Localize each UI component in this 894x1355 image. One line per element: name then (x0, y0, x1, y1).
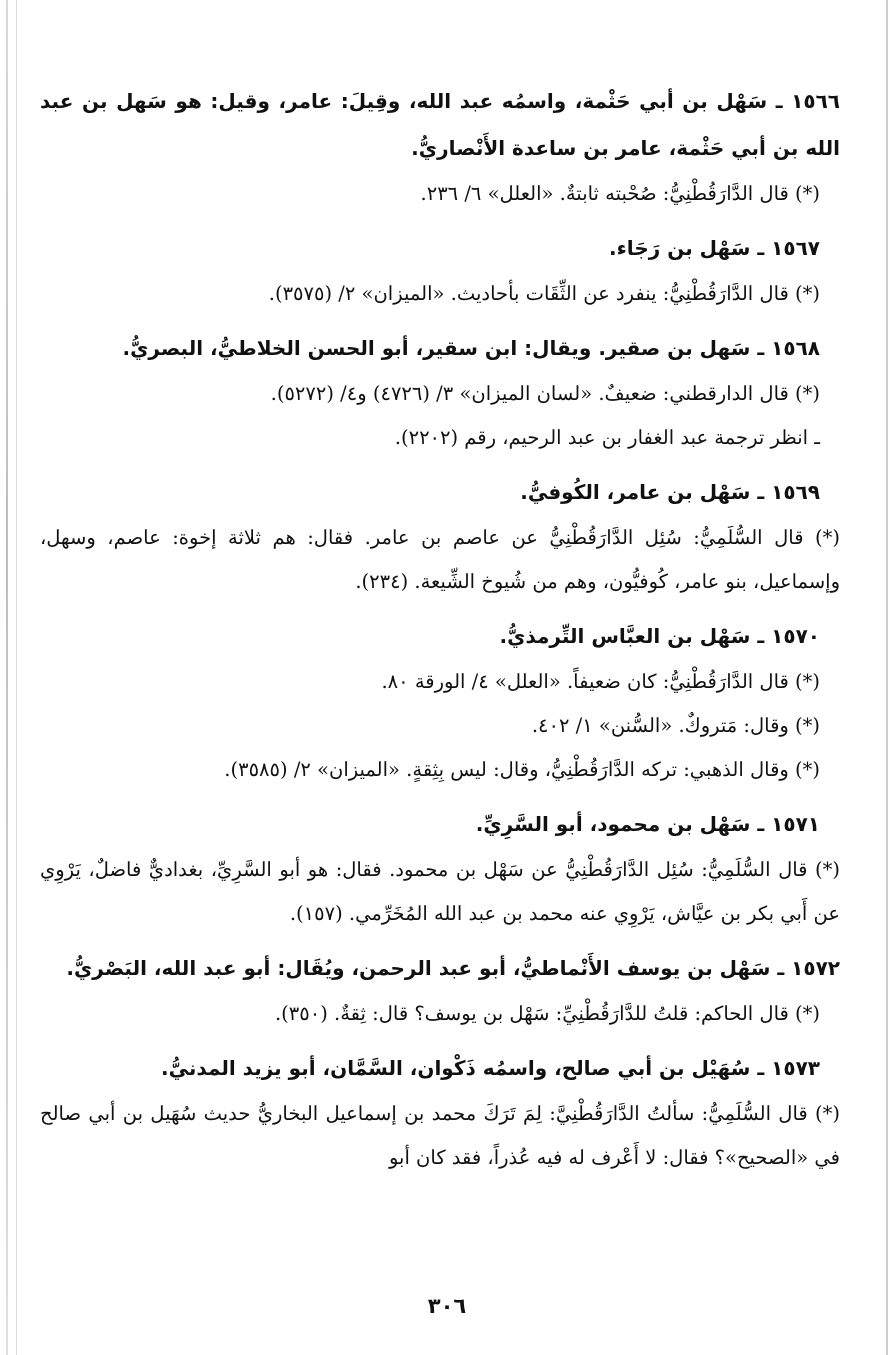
entry-heading: ١٥٦٧ ـ سَهْل بن رَجَاء. (608, 236, 820, 260)
entry-heading: ١٥٧٢ ـ سَهْل بن يوسف الأَنْماطيُّ، أبو عبد الرحمن، ويُقَال: أبو عبد الله، البَصْريُّ. (66, 956, 840, 980)
entry-note: (*) قال الدَّارَقُطْنِيُّ: صُحْبته ثابتةٌ. «العلل» ٦/ ٢٣٦. (420, 182, 820, 205)
entry-heading: ١٥٦٨ ـ سَهل بن صقير. ويقال: ابن سقير، أبو الحسن الخلاطيُّ، البصريُّ. (122, 336, 820, 360)
entry-note: (*) قال السُّلَمِيُّ: سألتُ الدَّارَقُطْنِيَّ: لِمَ تَرَكَ محمد بن إسماعيل البخاريُّ حديث سُهَيل بن أبي صالح في «الصحيح»؟ فقال: لا أَعْرف له فيه عُذراً، فقد كان أبو (40, 1102, 840, 1169)
entry-heading: ١٥٧٣ ـ سُهَيْل بن أبي صالح، واسمُه ذَكْوان، السَّمَّان، أبو يزيد المدنيُّ. (161, 1056, 820, 1080)
entry-note: (*) قال السُّلَمِيُّ: سُئِل الدَّارَقُطْنِيُّ عن عاصم بن عامر. فقال: هم ثلاثة إخوة: عاصم، وسهل، وإسماعيل، بنو عامر، كُوفيُّون، وهم من شُيوخ الشِّيعة. (٢٣٤). (40, 526, 840, 593)
entry-1566 (40, 78, 840, 216)
entries-list (40, 78, 840, 1180)
entry-note: (*) قال السُّلَمِيُّ: سُئِل الدَّارَقُطْنِيُّ عن سَهْل بن محمود. فقال: هو أبو السَّرِيِّ، بغداديٌّ فاضلٌ، يَرْوِي عن أَبي بكر بن عيَّاش، يَرْوِي عنه محمد بن عبد الله المُخَرِّمي. (١٥٧). (40, 858, 840, 925)
entry-1573 (40, 1045, 840, 1180)
entry-1569 (40, 469, 840, 604)
entry-note: (*) قال الدَّارَقُطْنِيُّ: كان ضعيفاً. «العلل» ٤/ الورقة ٨٠. (381, 670, 820, 693)
page-body (40, 78, 840, 1189)
entry-heading: ١٥٦٦ ـ سَهْل بن أبي حَثْمة، واسمُه عبد الله، وقِيلَ: عامر، وقيل: هو سَهل بن عبد الله بن أبي حَثْمة، عامر بن ساعدة الأَنْصاريُّ. (40, 89, 840, 160)
entry-note: (*) وقال الذهبي: تركه الدَّارَقُطْنِيُّ، وقال: ليس بِثِقةٍ. «الميزان» ٢/ (٣٥٨٥). (224, 758, 820, 781)
scan-edge (16, 0, 17, 1355)
entry-1571 (40, 801, 840, 936)
entry-note: (*) قال الدَّارَقُطْنِيُّ: ينفرد عن الثِّقَات بأحاديث. «الميزان» ٢/ (٣٥٧٥). (268, 282, 820, 305)
entry-heading: ١٥٦٩ ـ سَهْل بن عامر، الكُوفيُّ. (520, 480, 820, 504)
entry-1570 (40, 613, 840, 792)
entry-1567 (40, 225, 840, 316)
entry-heading: ١٥٧١ ـ سَهْل بن محمود، أبو السَّرِيِّ. (475, 812, 820, 836)
entry-heading: ١٥٧٠ ـ سَهْل بن العبَّاس التِّرمذيُّ. (499, 624, 820, 648)
entry-1572 (40, 945, 840, 1036)
entry-note: (*) قال الحاكم: قلتُ للدَّارَقُطْنِيِّ: سَهْل بن يوسف؟ قال: ثِقةٌ. (٣٥٠). (274, 1002, 820, 1025)
scan-edge (886, 0, 888, 1355)
entry-note: ـ انظر ترجمة عبد الغفار بن عبد الرحيم، رقم (٢٢٠٢). (394, 426, 820, 449)
entry-1568 (40, 325, 840, 460)
entry-note: (*) وقال: مَتروكٌ. «السُّنن» ١/ ٤٠٢. (531, 714, 820, 737)
page-number: ٣٠٦ (427, 1294, 467, 1318)
entry-note: (*) قال الدارقطني: ضعيفٌ. «لسان الميزان» ٣/ (٤٧٢٦) و٤/ (٥٢٧٢). (270, 382, 820, 405)
scan-edge (6, 0, 8, 1355)
